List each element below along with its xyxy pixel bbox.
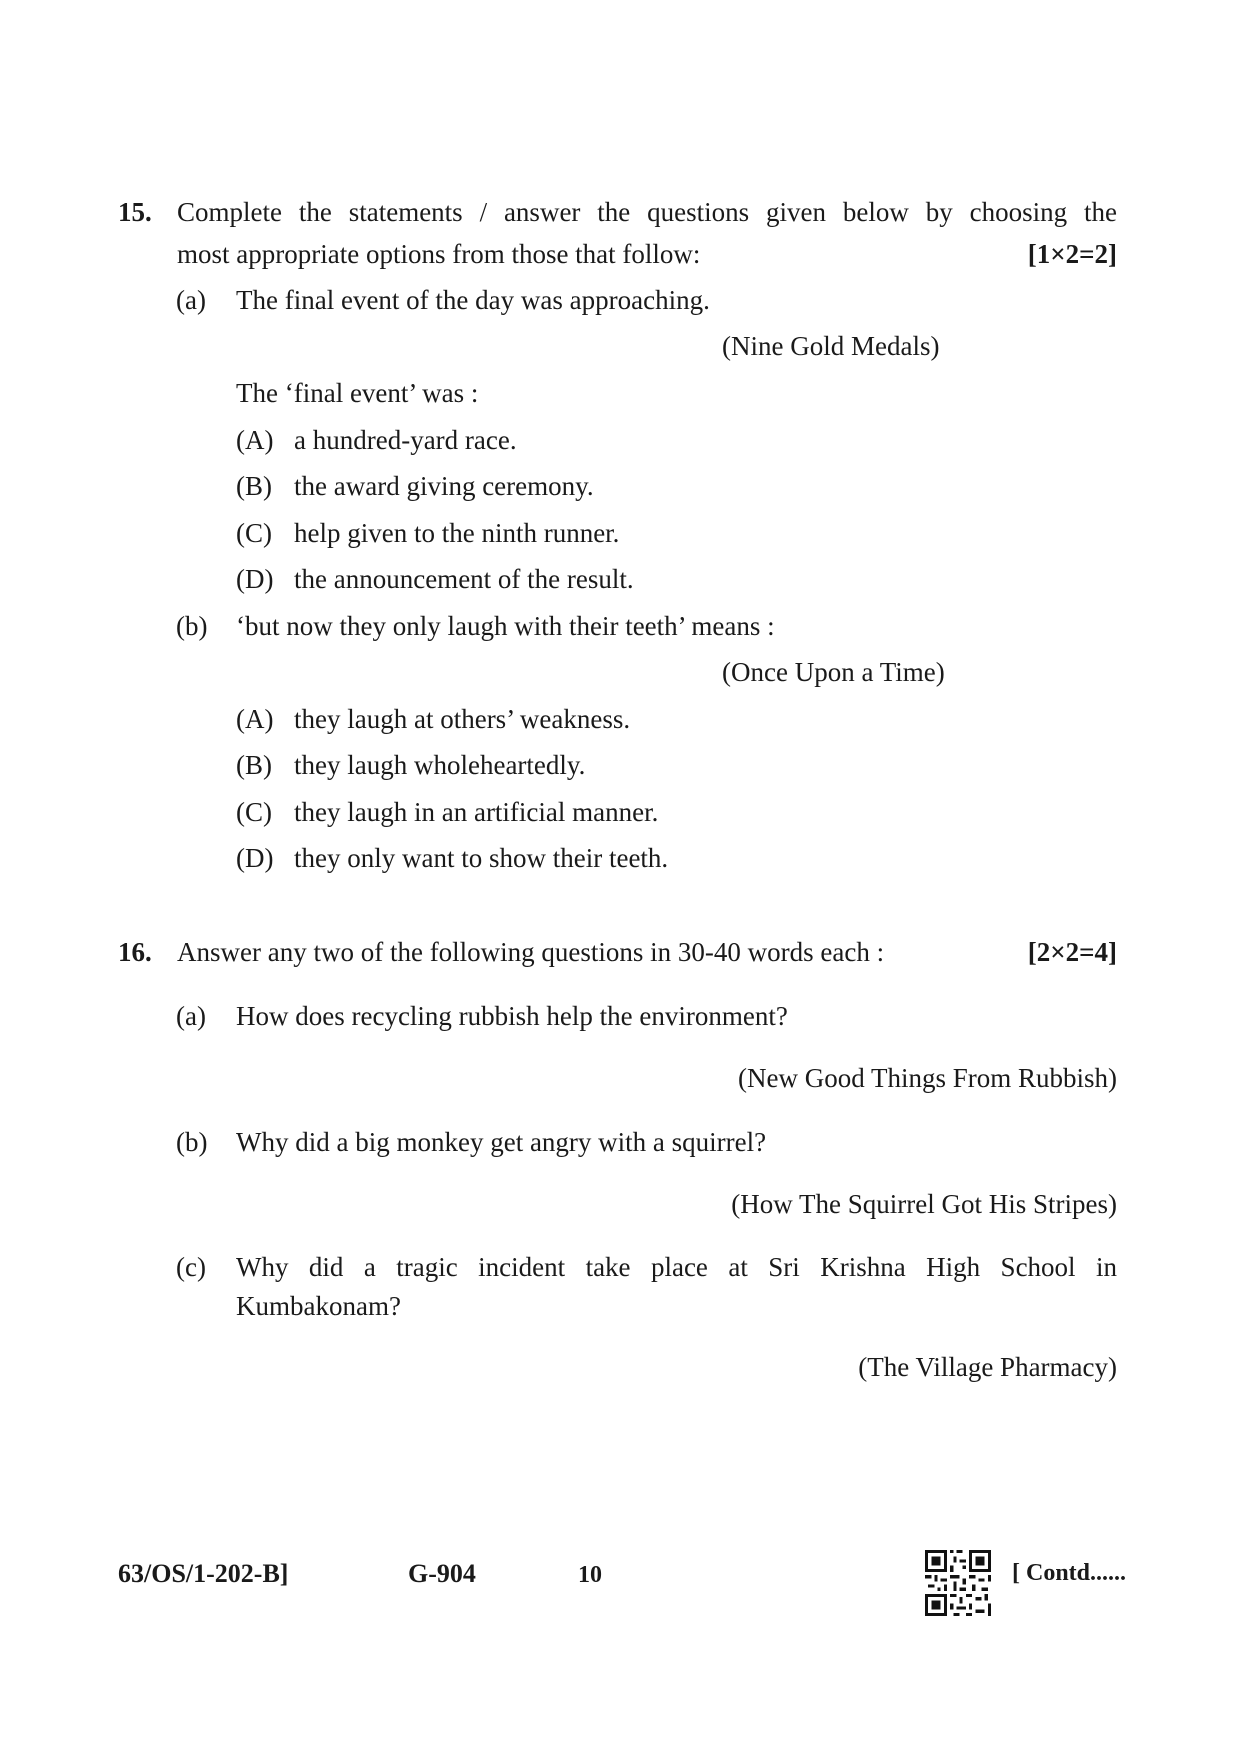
footer-page-number: 10	[578, 1562, 602, 1588]
q15b-option-b-text: they laugh wholeheartedly.	[294, 750, 586, 780]
q16b-text: Why did a big monkey get angry with a squirrel?	[236, 1127, 767, 1157]
q15a-option-b-label: (B)	[236, 471, 272, 501]
q16a-source: (New Good Things From Rubbish)	[737, 1063, 1117, 1093]
q15b-option-c-text: they laugh in an artificial manner.	[294, 797, 659, 827]
q15a-stem: The ‘final event’ was :	[236, 378, 479, 408]
qr-code-icon	[925, 1550, 991, 1616]
q16b-label: (b)	[176, 1127, 208, 1157]
q16-number: 16.	[118, 937, 152, 967]
q16-instruction: Answer any two of the following questions in 30-40 words each :	[177, 937, 885, 967]
q15-instruction-line1: Complete the statements / answer the questions given below by choosing the	[177, 197, 1117, 227]
q15a-text: The final event of the day was approaching.	[236, 285, 710, 315]
footer-series: G-904	[408, 1559, 476, 1588]
q15a-option-c-text: help given to the ninth runner.	[294, 518, 620, 548]
q15-marks: [1×2=2]	[1027, 239, 1117, 269]
q15-number: 15.	[118, 197, 152, 227]
q16a-text: How does recycling rubbish help the environment?	[236, 1001, 788, 1031]
q15b-option-a-label: (A)	[236, 704, 274, 734]
q15b-text: ‘but now they only laugh with their teeth’ means :	[236, 611, 775, 641]
q15b-option-c-label: (C)	[236, 797, 272, 827]
q15b-option-a-text: they laugh at others’ weakness.	[294, 704, 631, 734]
q15-instruction-line2: most appropriate options from those that follow:	[177, 239, 701, 269]
q15b-label: (b)	[176, 611, 208, 641]
q15a-option-a-text: a hundred-yard race.	[294, 425, 517, 455]
footer-paper-code: 63/OS/1-202-B]	[118, 1559, 289, 1588]
q16c-text-line2: Kumbakonam?	[236, 1291, 401, 1321]
q15b-source: (Once Upon a Time)	[722, 657, 945, 687]
q15a-option-d-text: the announcement of the result.	[294, 564, 634, 594]
q15b-option-d-text: they only want to show their teeth.	[294, 843, 669, 873]
q16c-label: (c)	[176, 1252, 206, 1282]
q16b-source: (How The Squirrel Got His Stripes)	[731, 1189, 1117, 1219]
q15a-source: (Nine Gold Medals)	[722, 331, 940, 361]
q15b-option-b-label: (B)	[236, 750, 272, 780]
footer-contd: [ Contd......	[1012, 1560, 1127, 1586]
q16a-label: (a)	[176, 1001, 206, 1031]
q16-marks: [2×2=4]	[1027, 937, 1117, 967]
q15a-option-c-label: (C)	[236, 518, 272, 548]
q15a-option-a-label: (A)	[236, 425, 274, 455]
q16c-text-line1: Why did a tragic incident take place at Sri Krishna High School in	[236, 1252, 1117, 1282]
q15a-option-d-label: (D)	[236, 564, 274, 594]
q15a-label: (a)	[176, 285, 206, 315]
q16c-source: (The Village Pharmacy)	[858, 1352, 1117, 1382]
q15b-option-d-label: (D)	[236, 843, 274, 873]
q15a-option-b-text: the award giving ceremony.	[294, 471, 594, 501]
